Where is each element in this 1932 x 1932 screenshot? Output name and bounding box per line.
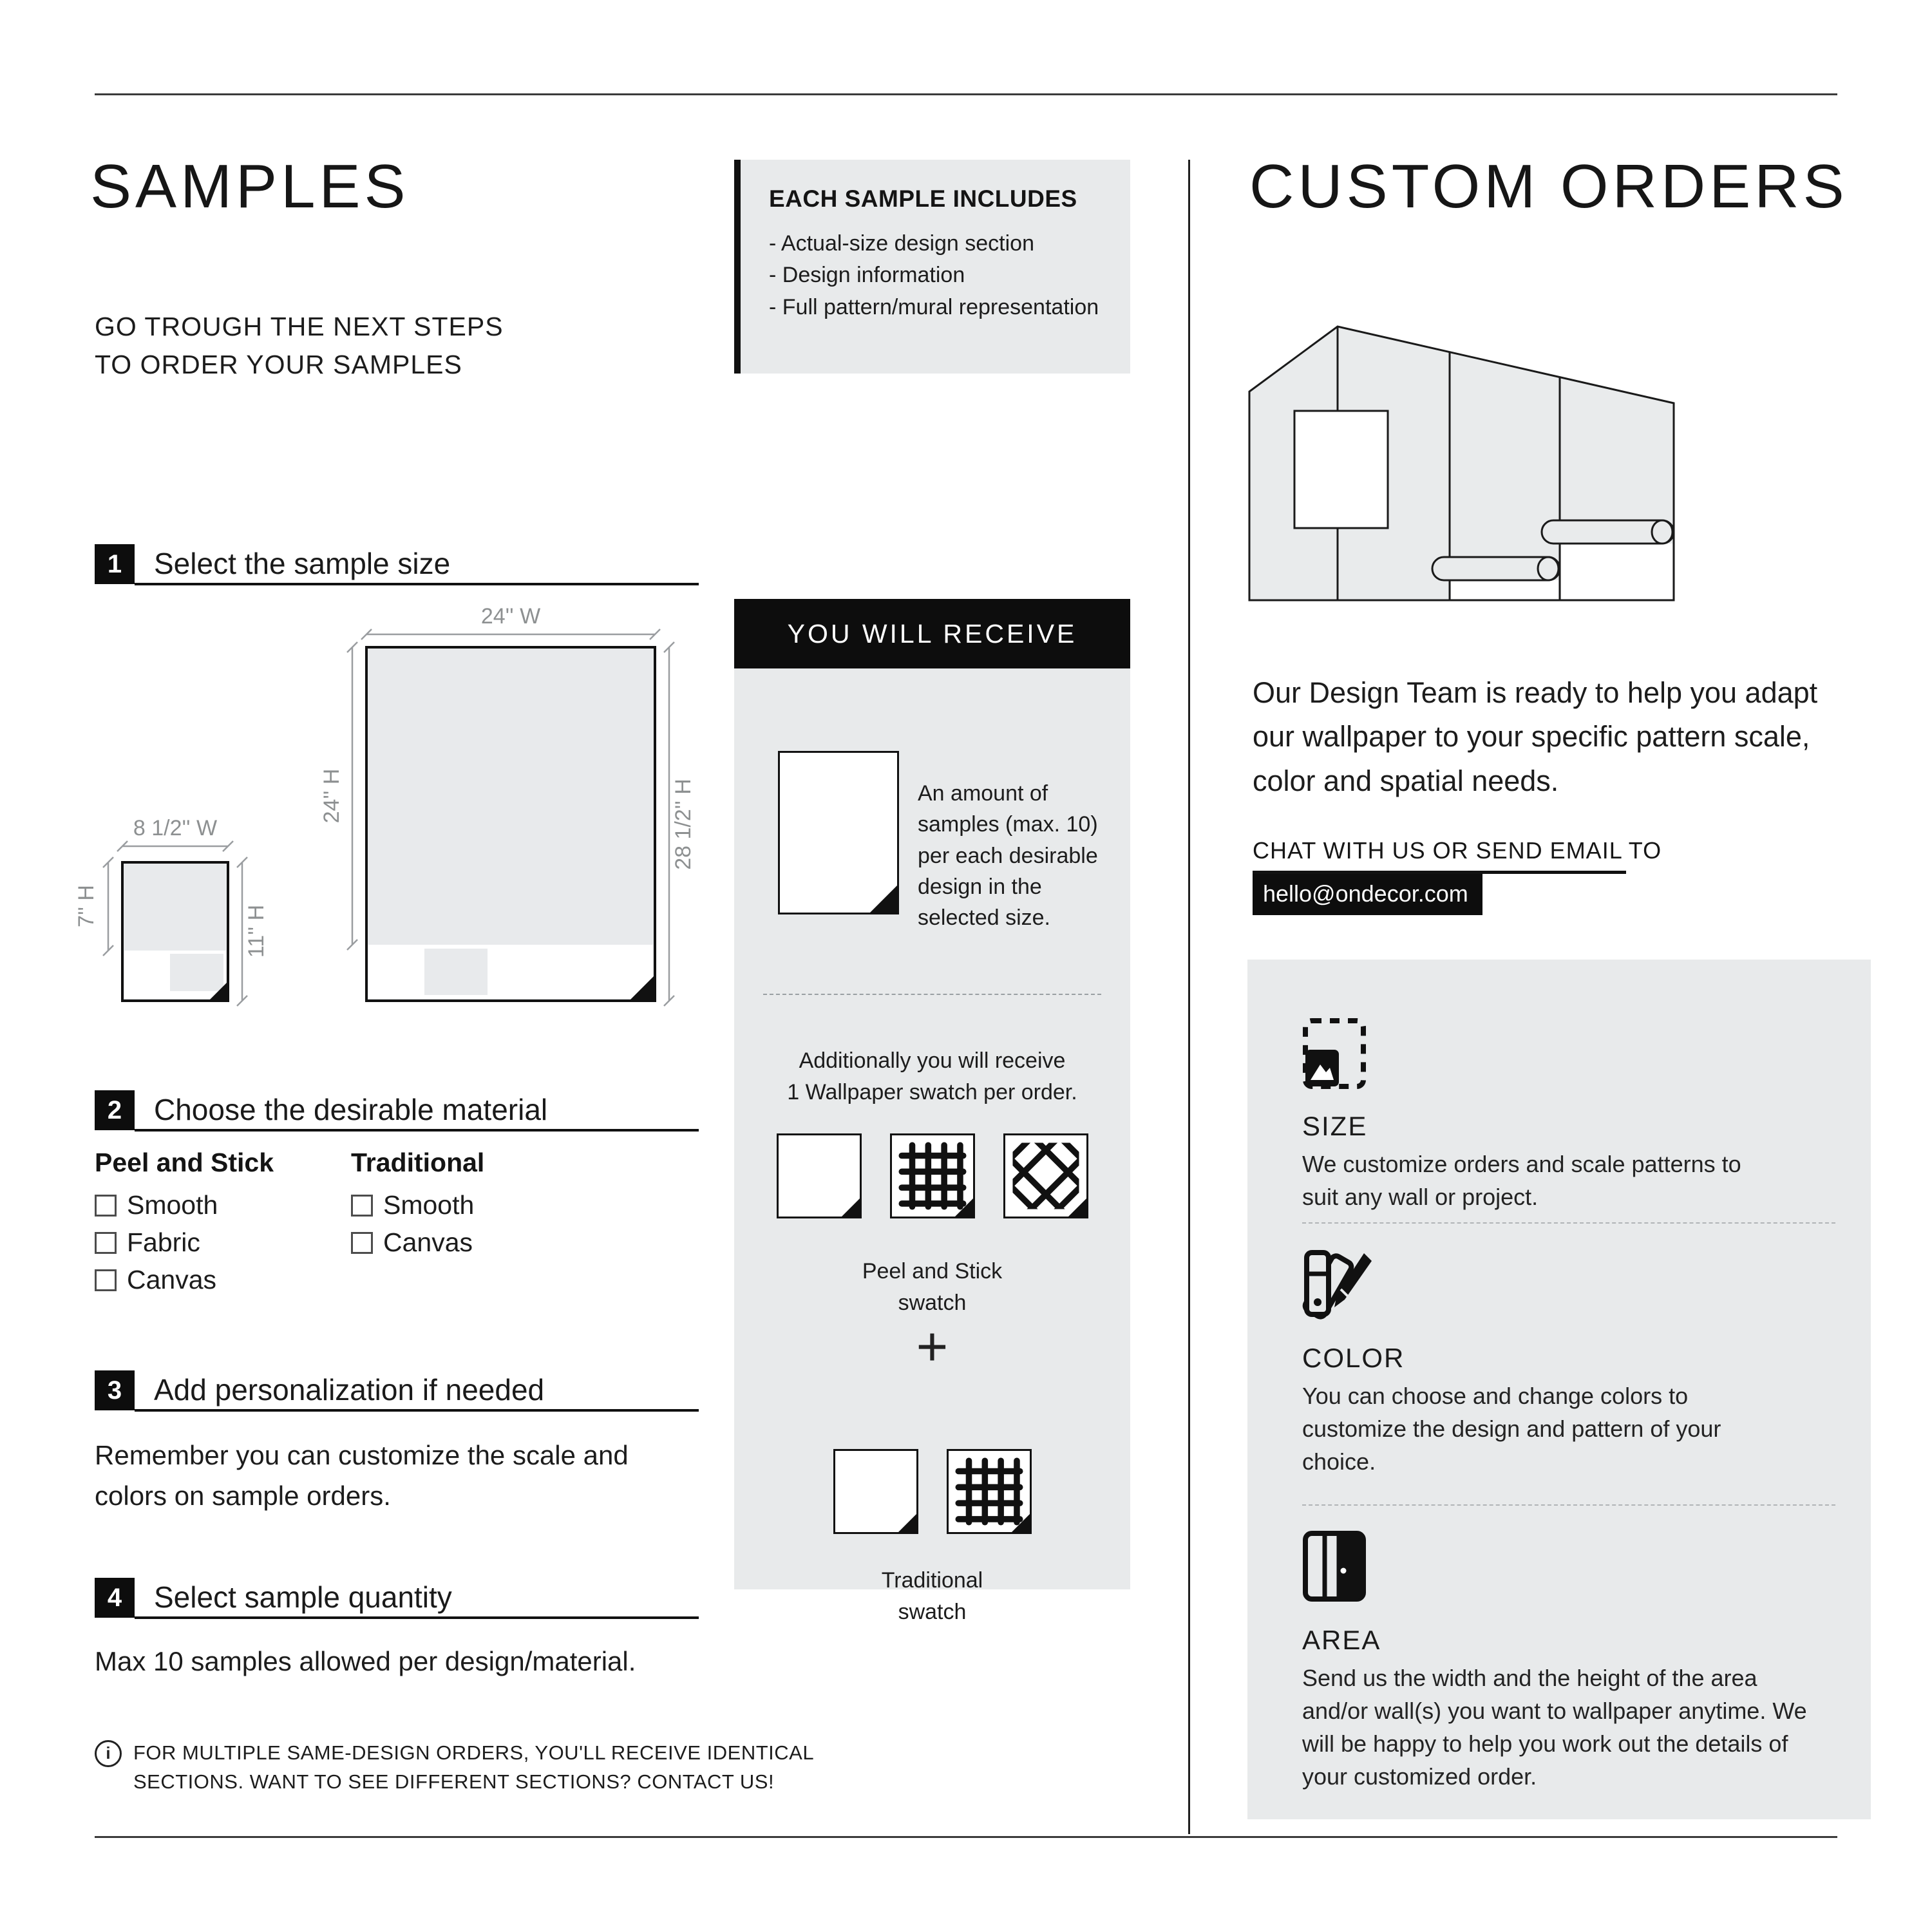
large-width-label: 24'' W — [480, 605, 541, 629]
each-sample-includes-box — [734, 160, 1130, 374]
info-icon: i — [95, 1740, 122, 1767]
includes-item: - Actual-size design section — [769, 228, 1115, 260]
step-1-header — [95, 544, 699, 584]
custom-orders-title: CUSTOM ORDERS — [1249, 152, 1848, 221]
footer-note-line2: SECTIONS. WANT TO SEE DIFFERENT SECTIONS? CONTACT US! — [133, 1770, 775, 1793]
small-full-height-label: 11'' H — [244, 904, 269, 958]
feature-size-text: We customize orders and scale patterns to suit any wall or project. — [1302, 1151, 1741, 1211]
checkbox-trad-smooth[interactable] — [351, 1195, 373, 1217]
includes-title: EACH SAMPLE INCLUDES — [769, 185, 1077, 212]
design-team-intro: Our Design Team is ready to help you adapt our wallpaper to your specific pattern scale, color and spatial needs. — [1253, 676, 1818, 797]
option-peel-canvas — [95, 1265, 216, 1295]
feature-color-text: You can choose and change colors to customize the design and pattern of your choice. — [1302, 1383, 1721, 1475]
includes-item: - Full pattern/mural representation — [769, 292, 1115, 323]
step-4-title: Select sample quantity — [154, 1580, 452, 1614]
checkbox-peel-canvas[interactable] — [95, 1269, 117, 1291]
small-gray-height-label: 7'' H — [74, 885, 99, 927]
samples-subtitle — [95, 308, 504, 384]
step-3-header — [95, 1370, 699, 1410]
additional-swatch-text — [734, 1045, 1130, 1109]
step-2-number: 2 — [95, 1090, 135, 1130]
peel-swatch-label — [734, 1256, 1130, 1320]
large-gray-height-label: 24'' H — [319, 768, 344, 824]
option-label: Canvas — [383, 1227, 473, 1257]
step-3-number: 3 — [95, 1370, 135, 1410]
feature-color-name: COLOR — [1302, 1343, 1405, 1373]
step-4-header — [95, 1578, 699, 1618]
resize-image-icon — [1302, 1018, 1367, 1093]
fabric-grid-swatch-icon — [890, 1133, 975, 1218]
footer-note-text — [133, 1739, 814, 1797]
grid-swatch-icon — [947, 1449, 1032, 1534]
dashed-divider — [1302, 1222, 1835, 1224]
traditional-label-line1: Traditional — [881, 1568, 983, 1593]
sample-sheet-icon — [778, 751, 899, 914]
wall-door-icon — [1302, 1530, 1367, 1605]
option-label: Canvas — [127, 1265, 217, 1294]
option-trad-smooth — [351, 1190, 474, 1220]
checkbox-trad-canvas[interactable] — [351, 1232, 373, 1254]
feature-size-name: SIZE — [1302, 1111, 1368, 1141]
step-2-underline — [135, 1129, 699, 1132]
house-wallpaper-illustration — [1248, 324, 1678, 605]
traditional-label-line2: swatch — [898, 1600, 967, 1625]
large-full-height-label: 28 1/2'' H — [671, 779, 696, 870]
material-traditional-title: Traditional — [351, 1148, 485, 1177]
email-address[interactable]: hello@ondecor.com — [1253, 874, 1482, 915]
additional-line1: Additionally you will receive — [799, 1048, 1066, 1073]
peel-swatch-row — [734, 1133, 1130, 1218]
option-label: Fabric — [127, 1227, 200, 1257]
step-4-number: 4 — [95, 1578, 135, 1618]
step-2-title: Choose the desirable material — [154, 1093, 548, 1126]
chat-with-us-label: CHAT WITH US OR SEND EMAIL TO — [1253, 837, 1662, 864]
smooth-swatch-icon — [833, 1449, 918, 1534]
step-4-underline — [135, 1616, 699, 1619]
step-1-underline — [135, 583, 699, 585]
option-label: Smooth — [383, 1190, 475, 1220]
footer-note — [95, 1739, 814, 1797]
includes-item: - Design information — [769, 260, 1115, 291]
dashed-divider — [1302, 1504, 1835, 1506]
column-divider — [1188, 160, 1190, 1834]
option-peel-smooth — [95, 1190, 218, 1220]
sample-size-diagram-svg — [39, 605, 708, 1050]
option-label: Smooth — [127, 1190, 218, 1220]
additional-line2: 1 Wallpaper swatch per order. — [787, 1080, 1077, 1105]
dashed-divider — [763, 994, 1101, 995]
samples-subtitle-line1: GO TROUGH THE NEXT STEPS — [95, 312, 504, 341]
step-1-title: Select the sample size — [154, 547, 451, 580]
step-2-header — [95, 1090, 699, 1130]
checkbox-peel-smooth[interactable] — [95, 1195, 117, 1217]
option-peel-fabric — [95, 1227, 200, 1258]
top-rule — [95, 93, 1837, 95]
samples-title: SAMPLES — [90, 152, 410, 221]
step-3-title: Add personalization if needed — [154, 1373, 545, 1406]
plus-sign: + — [916, 1316, 949, 1378]
you-will-receive-panel — [734, 668, 1130, 1625]
step-4-text: Max 10 samples allowed per design/material. — [95, 1646, 636, 1676]
samples-subtitle-line2: TO ORDER YOUR SAMPLES — [95, 350, 462, 380]
checkbox-peel-fabric[interactable] — [95, 1232, 117, 1254]
you-will-receive-header: YOU WILL RECEIVE — [734, 599, 1130, 668]
feature-area-text: Send us the width and the height of the area and/or wall(s) you want to wallpaper anytime. We will be happy to help you work out the details of your customized order. — [1302, 1665, 1807, 1790]
option-trad-canvas — [351, 1227, 473, 1258]
step-3-underline — [135, 1409, 699, 1412]
canvas-crosshatch-swatch-icon — [1003, 1133, 1088, 1218]
material-peel-and-stick-title: Peel and Stick — [95, 1148, 274, 1177]
step-3-text: Remember you can customize the scale and colors on sample orders. — [95, 1440, 629, 1511]
small-width-label: 8 1/2'' W — [133, 816, 218, 840]
sample-size-diagram — [39, 605, 708, 1050]
traditional-swatch-row — [734, 1449, 1130, 1534]
peel-label-line1: Peel and Stick — [862, 1259, 1003, 1283]
smooth-swatch-icon — [777, 1133, 862, 1218]
custom-features-panel — [1247, 960, 1871, 1819]
bottom-rule — [95, 1836, 1837, 1838]
footer-note-line1: FOR MULTIPLE SAME-DESIGN ORDERS, YOU'LL RECEIVE IDENTICAL — [133, 1741, 815, 1764]
step-1-number: 1 — [95, 544, 135, 584]
feature-area-name: AREA — [1302, 1625, 1381, 1655]
peel-label-line2: swatch — [898, 1291, 967, 1316]
samples-amount-text: An amount of samples (max. 10) per each desirable design in the selected size. — [918, 781, 1098, 931]
color-swatches-icon — [1302, 1248, 1374, 1323]
traditional-swatch-label — [734, 1565, 1130, 1629]
